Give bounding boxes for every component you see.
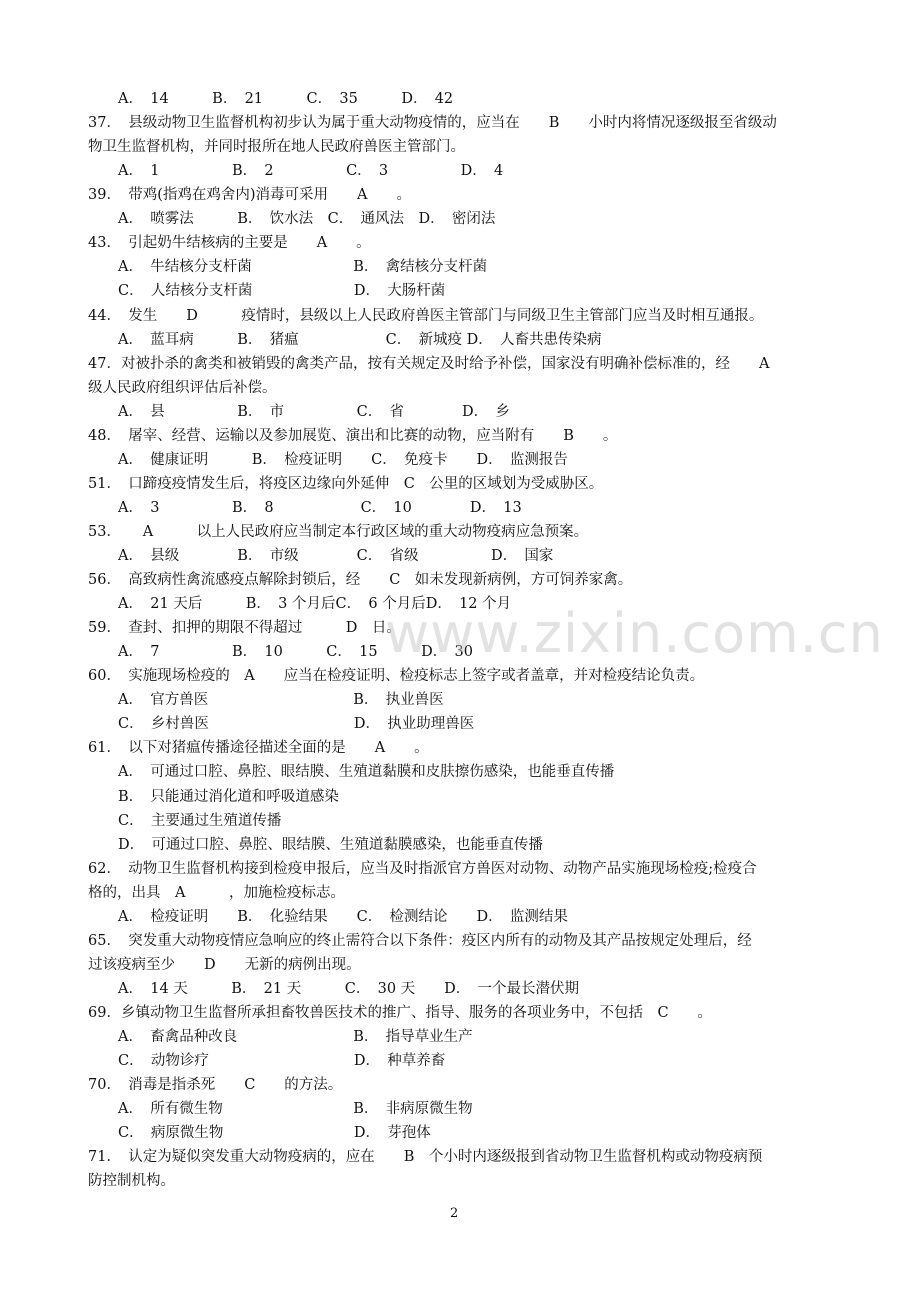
question-line: 防控制机构。 (88, 1173, 175, 1190)
question-line: 71． 认定为疑似突发重大动物疫病的，应在 B 个小时内逐级报到省动物卫生监督机构或动物疫病预 (88, 1149, 763, 1166)
option-line: A． 喷雾法 B． 饮水法 C． 通风法 D． 密闭法 (118, 211, 496, 228)
option-line: B． 只能通过消化道和呼吸道感染 (118, 788, 339, 805)
option-line: A． 可通过口腔、鼻腔、眼结膜、生殖道黏膜和皮肤擦伤感染，也能垂直传播 (118, 764, 615, 781)
option-line: A． 3 B． 8 C． 10 D． 13 (118, 499, 522, 516)
option-line: A． 检疫证明 B． 化验结果 C． 检测结论 D． 监测结果 (118, 908, 568, 925)
option-line: C． 主要通过生殖道传播 (118, 812, 282, 829)
option-line: C． 动物诊疗 D． 种草养畜 (118, 1053, 446, 1069)
question-line: 56． 高致病性禽流感疫点解除封锁后，经 C 如未发现新病例，方可饲养家禽。 (88, 572, 633, 588)
question-line: 47．对被扑杀的禽类和被销毁的禽类产品，按有关规定及时给予补偿，国家没有明确补偿标准的，经 A (88, 355, 770, 372)
question-line: 69．乡镇动物卫生监督所承担畜牧兽医技术的推广、指导、服务的各项业务中，不包括 C 。 (88, 1004, 713, 1021)
option-line: A． 7 B． 10 C． 15 D． 30 (118, 644, 473, 661)
question-line: 过该疫病至少 D 无新的病例出现。 (88, 956, 361, 973)
option-line: A． 所有微生物 B． 非病原微生物 (118, 1101, 473, 1118)
option-line: C． 病原微生物 D． 芽孢体 (118, 1125, 431, 1142)
question-line: 60． 实施现场检疫的 A 应当在检疫证明、检疫标志上签字或者盖章，并对检疫结论负责。 (88, 668, 705, 685)
option-line: A． 1 B． 2 C． 3 D． 4 (118, 163, 504, 180)
option-line: A． 畜禽品种改良 B． 指导草业生产 (118, 1029, 473, 1045)
question-line: 43． 引起奶牛结核病的主要是 A 。 (88, 235, 371, 252)
question-line: 39． 带鸡(指鸡在鸡舍内)消毒可采用 A 。 (88, 187, 411, 204)
option-line: D． 可通过口腔、鼻腔、眼结膜、生殖道黏膜感染，也能垂直传播 (118, 836, 543, 853)
question-line: 65． 突发重大动物疫情应急响应的终止需符合以下条件：疫区内所有的动物及其产品按规定处理后，经 (88, 932, 752, 949)
question-line: 61． 以下对猪瘟传播途径描述全面的是 A 。 (88, 740, 429, 757)
question-line: 44． 发生 D 疫情时，县级以上人民政府兽医主管部门与同级卫生主管部门应当及时相互通报。 (88, 307, 764, 324)
option-line: A． 21 天后 B． 3 个月后C． 6 个月后D． 12 个月 (118, 596, 512, 612)
watermark: www.zixin.com.cn (385, 602, 884, 665)
question-line: 37． 县级动物卫生监督机构初步认为属于重大动物疫情的，应当在 B 小时内将情况逐级报至省级动 (88, 115, 777, 131)
option-line: C． 乡村兽医 D． 执业助理兽医 (118, 716, 475, 733)
question-line: 53． A 以上人民政府应当制定本行政区域的重大动物疫病应急预案。 (88, 523, 589, 540)
option-line: A． 健康证明 B． 检疫证明 C． 免疫卡 D． 监测报告 (118, 451, 568, 468)
question-line: 格的，出具 A ，加施检疫标志。 (88, 884, 345, 901)
option-line: A． 县 B． 市 C． 省 D． 乡 (118, 403, 510, 420)
page-number: 2 (450, 1206, 459, 1221)
question-line: 51． 口蹄疫疫情发生后，将疫区边缘向外延伸 C 公里的区域划为受威胁区。 (88, 475, 604, 492)
question-line: 59． 查封、扣押的期限不得超过 D 日。 (88, 620, 401, 637)
question-line: 70． 消毒是指杀死 C 的方法。 (88, 1077, 343, 1094)
option-line: A． 县级 B． 市级 C． 省级 D． 国家 (118, 548, 554, 564)
option-line: C． 人结核分支杆菌 D． 大肠杆菌 (118, 283, 446, 300)
option-line: A． 14 B． 21 C． 35 D． 42 (118, 91, 454, 107)
question-line: 62． 动物卫生监督机构接到检疫申报后，应当及时指派官方兽医对动物、动物产品实施现场检疫;检疫合 (88, 860, 757, 877)
option-line: A． 14 天 B． 21 天 C． 30 天 D． 一个最长潜伏期 (118, 980, 580, 997)
question-line: 48． 屠宰、经营、运输以及参加展览、演出和比赛的动物，应当附有 B 。 (88, 427, 618, 444)
option-line: A． 官方兽医 B． 执业兽医 (118, 692, 444, 709)
option-line: A． 牛结核分支杆菌 B． 禽结核分支杆菌 (118, 259, 488, 276)
question-line: 级人民政府组织评估后补偿。 (88, 379, 277, 396)
option-line: A． 蓝耳病 B． 猪瘟 C． 新城疫 D． 人畜共患传染病 (118, 331, 602, 348)
question-line: 物卫生监督机构，并同时报所在地人民政府兽医主管部门。 (88, 139, 465, 156)
